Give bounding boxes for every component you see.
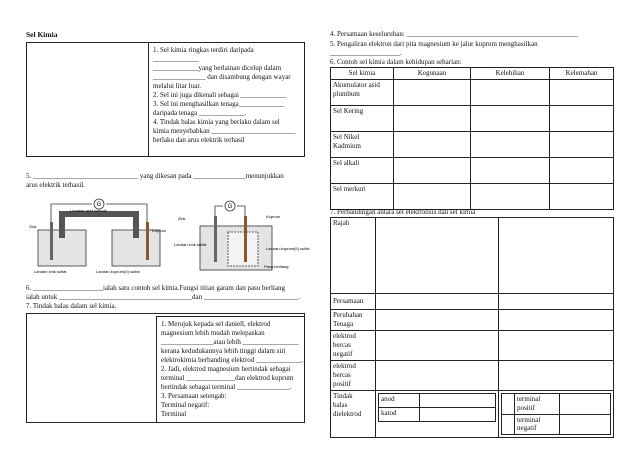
cell-text: Sel Kering [333,106,364,115]
cell-text: Akumulator asid [333,80,380,89]
empty-cell[interactable] [394,79,471,105]
cell-text: Sel Nikel [333,132,360,141]
note-box-1-line: _______________ dan disambung dengan wayar [153,72,291,81]
inner-table-electrolysis [378,393,496,422]
empty-cell[interactable] [550,131,614,157]
empty-cell[interactable] [394,131,471,157]
empty-cell[interactable] [471,183,550,209]
note-box-1-line: daripada tenaga _____________. [153,108,247,117]
right-question-7: 7. Perbandingan antara sel elektrolisis dan sel kimia [330,208,476,216]
note-box-1-line: _____________ [153,54,199,63]
table-row [331,131,614,157]
cell-rajah: Rajah [331,218,376,294]
note-box-2-line: 1. Merujuk kepada sel daniell, elektrod [161,320,271,328]
cell-text: balas [333,400,348,409]
table-row [331,294,614,310]
cell-text: bercas [333,370,351,379]
right-question-6: 6. Contoh sel kimia dalam kehidupan seharian: [330,58,462,66]
cell-text: plumbum [333,89,360,98]
empty-cell[interactable] [550,105,614,131]
empty-cell[interactable] [394,105,471,131]
cell-anode: anod [379,393,420,407]
cell-text: Sel merkuri [333,184,366,193]
question-5-line-1: 5. ______________________________ yang dikesan pada _______________menunjukkan [26,172,284,180]
question-6-line-1: 6. ____________________ialah satu contoh sel kimia.Fungsi titian garam dan pasu berliang [26,284,285,292]
chemical-cell-diagram-2 [170,198,310,278]
cell-text: negatif [333,349,353,358]
th-advantage: Kelebihan [471,68,550,80]
cell-mercury [331,183,394,209]
galvanometer-label-2: G [227,204,233,210]
th-cell: Sel kimia [331,68,394,80]
cell-alkaline [331,157,394,183]
empty-cell[interactable] [499,310,614,331]
note-box-2-line: 2. Jadi, elektrod magnesium bertindak sebagai [161,364,291,373]
empty-cell[interactable] [376,330,499,360]
empty-cell[interactable] [376,218,499,294]
cell-text: Kadmium [333,141,361,150]
empty-cell[interactable] [499,360,614,390]
d2-label-porous-pot: Pasu berliang [264,264,289,269]
empty-cell[interactable] [420,407,496,421]
d1-label-salt-bridge: Lanatan asid sulfurik [70,208,107,213]
note-box-1-line: 4. Tindak balas kimia yang berlaku dalam sel [153,117,280,126]
table-row [331,105,614,131]
note-box-1-line: kimia menyebabkan ________________________ [153,126,296,135]
cell-lead-acid [331,79,394,105]
empty-cell[interactable] [394,183,471,209]
d1-label-copper: Kuprum [152,228,167,233]
empty-cell[interactable] [550,79,614,105]
daily-cells-table [330,67,614,210]
cell-text: Tindak [333,391,353,400]
table-row [331,183,614,209]
table-row [331,218,614,294]
empty-cell[interactable] [550,183,614,209]
cell-text: terminal [517,394,541,403]
note-box-1-line: berlaku dan arus elektrik terhasil [153,135,245,144]
cell-text: dielektrod [333,409,362,418]
chemical-cell-diagram-1 [26,198,176,276]
note-box-1 [148,42,305,157]
table-row [331,79,614,105]
empty-cell[interactable] [376,294,499,310]
table-row [331,330,614,360]
question-6-line-2: ialah untuk ______________________________________dan ___________________________. [26,293,301,301]
d1-label-zinc-sulfate: Larutan zink sulfat [34,269,67,274]
table-row [379,407,496,421]
note-box-2-line: kerana kedudukannya lebih tinggi dalam siri [161,346,286,355]
empty-cell[interactable] [550,157,614,183]
empty-cell[interactable] [394,157,471,183]
note-box-1-line: 1. Sel kimia ringkas terdiri daripada [153,46,254,54]
cell-negative-terminal [515,414,560,435]
note-box-2-lines [161,320,304,418]
table-row [331,310,614,331]
note-box-1-line: 3. Sel ini menghasilkan tenaga_____________ [153,99,285,108]
comparison-table [330,217,614,438]
empty-cell[interactable] [471,157,550,183]
cell-positive-terminal [515,393,560,414]
note-box-2-line: Terminal [161,409,187,418]
th-disadvantage: Kelemahan [550,68,614,80]
note-box-2-line: 3. Persamaan setengah: [161,391,227,400]
note-box-1-line: _____________yang berlainan dicelup dalam [153,63,282,72]
inner-table-chemical [501,393,611,436]
table-row [331,157,614,183]
cell-text: positif [517,403,535,412]
note-box-2-line: magnesium lebih mudah melepaskan [161,328,265,337]
cell-positive-electrode [331,360,376,390]
table-row [379,393,496,407]
empty-cell[interactable] [499,294,614,310]
empty-cell[interactable] [471,131,550,157]
d2-label-copper: Kuprum [266,214,281,219]
cell-cathode: katod [379,407,420,421]
d2-label-zinc-sulfate: Larutan zink sulfat [174,242,207,247]
cell-text: negatif [517,424,537,433]
cell-perubahan [331,310,376,331]
empty-cell[interactable] [502,414,515,435]
cell-persamaan: Persamaan [331,294,376,310]
right-question-5-line-2: ____________________. [330,49,402,57]
note-box-2-line: bertindak sebagai terminal _______________. [161,382,292,391]
table-row [502,414,611,435]
empty-cell[interactable] [560,414,611,435]
cell-text: positif [333,379,351,388]
cell-reaction-at-electrode [331,390,376,438]
table-row [331,360,614,390]
galvanometer-label-1: G [96,202,102,208]
chemical-cell-terminals [499,390,614,438]
cell-nickel-cadmium [331,131,394,157]
right-question-4: 4. Persamaan keseluruhan: _________________________________________________ [330,30,579,38]
cell-negative-electrode [331,330,376,360]
cell-text: Tenaga [333,319,354,328]
empty-cell[interactable] [502,393,515,414]
note-box-1-lines [153,46,300,144]
empty-cell[interactable] [376,360,499,390]
note-box-2 [156,316,305,423]
table-row [502,393,611,414]
electrolysis-electrodes [376,390,499,438]
table-row [331,390,614,438]
empty-cell[interactable] [499,330,614,360]
cell-text: Perubahan [333,311,363,319]
empty-cell[interactable] [560,393,611,414]
d2-label-zinc: Zink [178,216,186,221]
note-box-2-line: _______________atau lebih ________________ [161,337,299,346]
empty-cell[interactable] [471,105,550,131]
d2-label-copper-sulfate: Larutan kuprum(II) sulfat [266,246,310,251]
cell-text: elektrod [333,361,356,370]
cell-text: terminal [517,415,541,424]
note-box-1-line: melalui litar luar. [153,81,202,90]
cell-text: bercas [333,340,351,349]
question-7-title: 7. Tindak balas dalam sel kimia. [26,302,117,310]
cell-text: elektrod [333,331,356,340]
empty-cell[interactable] [420,393,496,407]
right-question-5-line-1: 5. Pengaliran elektron dari pita magnesium ke jalur kuprum menghasilkan [330,40,538,48]
daily-cells-header-row [331,68,614,80]
note-box-2-line: elektrokimia berbanding elektrod _____________. [161,355,304,364]
page-title: Sel Kimia [26,30,58,39]
empty-cell[interactable] [376,310,499,331]
note-box-1-line: 2. Sel ini juga dikenali sebagai _____________ [153,90,287,99]
empty-cell[interactable] [471,79,550,105]
note-box-2-line: terminal ______________dan elektrod kuprum [161,373,294,382]
question-5-line-2: arus elektrik terhasil. [26,181,85,189]
empty-cell[interactable] [499,218,614,294]
cell-text: Sel alkali [333,158,360,167]
d1-label-zinc: Zink [29,224,37,229]
note-box-2-line: Terminal negatif: [161,400,210,409]
cell-dry-cell [331,105,394,131]
th-use: Kegunaan [394,68,471,80]
d1-label-copper-sulfate: Larutan kuprum(II) sulfat [96,269,140,274]
